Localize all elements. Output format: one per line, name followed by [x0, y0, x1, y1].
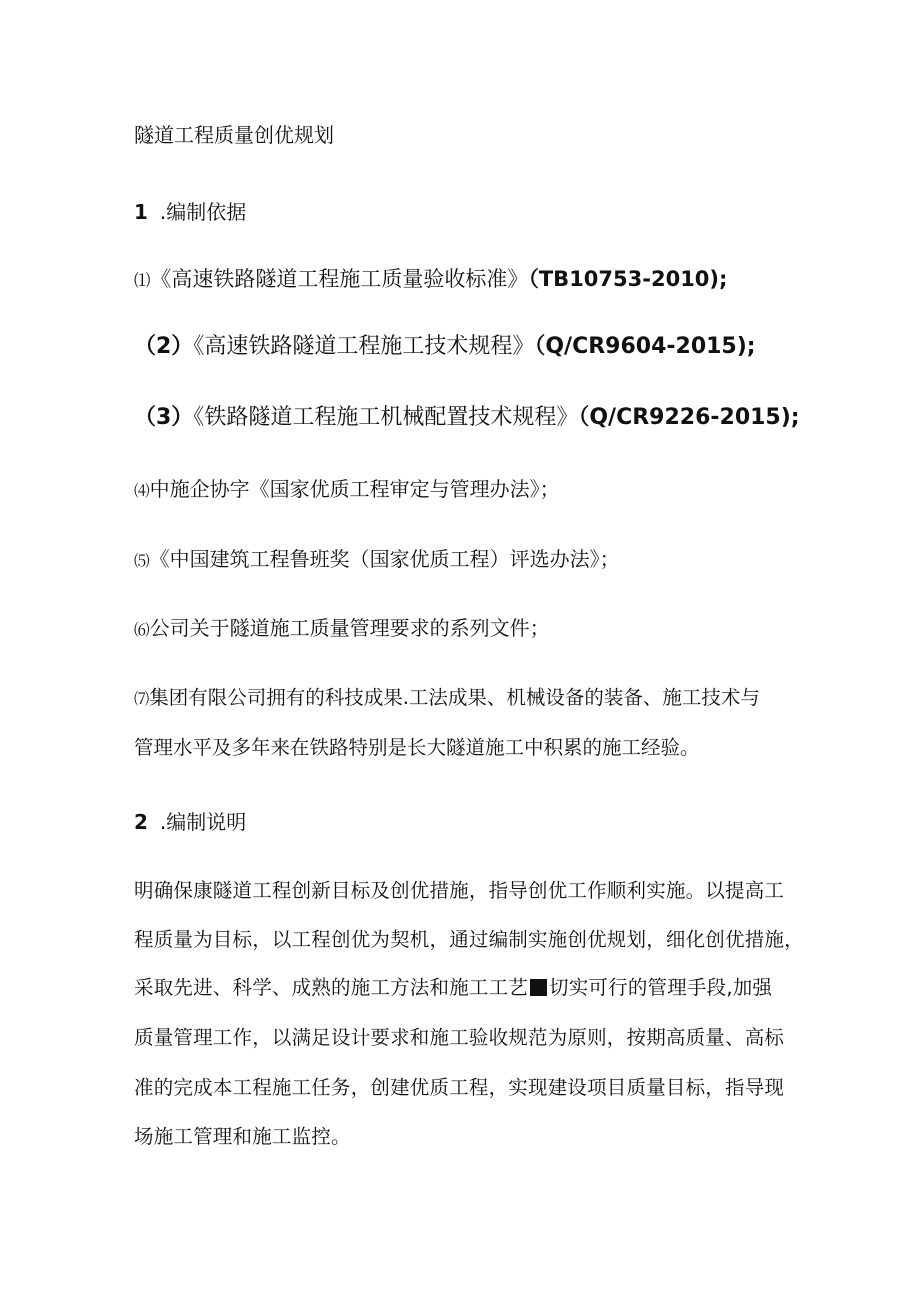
reference-item-1 [134, 265, 727, 295]
paragraph-line-3 [134, 974, 772, 1002]
reference-title: 《高速铁路隧道工程施工技术规程》 [193, 334, 535, 359]
reference-text: 中施企协字《国家优质工程审定与管理办法》； [149, 477, 560, 501]
reference-text: 公司关于隧道施工质量管理要求的系列文件； [149, 616, 550, 640]
reference-item-7-line-2: 管理水平及多年来在铁路特别是长大隧道施工中积累的施工经验。 [134, 736, 700, 759]
document-title: 隧道工程质量创优规划 [134, 123, 334, 147]
item-marker: ⑺ [134, 690, 150, 708]
reference-item-2 [134, 333, 756, 361]
reference-code: （Q/CR9604-2015); [534, 334, 756, 359]
item-marker: ⑷ [134, 482, 150, 500]
reference-item-3 [134, 404, 800, 432]
section-title: .编制说明 [159, 810, 247, 834]
paragraph-line-4: 质量管理工作，以满足设计要求和施工验收规范为原则，按期高质量、高标 [134, 1026, 785, 1049]
paragraph-text: 采取先进、科学、成熟的施工方法和施工工艺 [134, 976, 529, 999]
reference-item-7-line-1 [134, 684, 760, 713]
paragraph-text: 切实可行的管理手段,加强 [549, 976, 773, 999]
paragraph-line-2: 程质量为目标，以工程创优为契机，通过编制实施创优规划，细化创优措施， [134, 928, 804, 951]
reference-item-6 [134, 614, 550, 644]
black-square-glyph [530, 979, 547, 996]
item-marker: （3） [134, 405, 194, 430]
reference-item-5 [134, 545, 620, 575]
reference-title: 《铁路隧道工程施工机械配置技术规程》 [193, 405, 579, 430]
item-marker: （2） [134, 334, 194, 359]
reference-text: 《中国建筑工程鲁班奖（国家优质工程）评选办法》； [149, 547, 620, 571]
reference-text: 集团有限公司拥有的科技成果.工法成果、机械设备的装备、施工技术与 [149, 686, 760, 709]
section-heading-explanation [134, 808, 246, 836]
section-heading-basis [134, 198, 246, 226]
item-marker: ⑸ [134, 552, 150, 570]
reference-code: （Q/CR9226-2015); [578, 405, 800, 430]
reference-code: （TB10753-2010); [528, 267, 728, 291]
reference-item-4 [134, 475, 560, 505]
paragraph-line-1: 明确保康隧道工程创新目标及创优措施，指导创优工作顺利实施。以提高工 [134, 879, 785, 902]
section-number: 1 [134, 200, 148, 224]
section-title: .编制依据 [159, 200, 247, 224]
item-marker: ⑹ [134, 621, 150, 639]
paragraph-line-5: 准的完成本工程施工任务，创建优质工程，实现建设项目质量目标，指导现 [134, 1076, 785, 1099]
section-number: 2 [134, 810, 148, 834]
item-marker: ⑴ [134, 271, 151, 290]
reference-title: 《高速铁路隧道工程施工质量验收标准》 [150, 267, 529, 291]
paragraph-line-6: 场施工管理和施工监控。 [134, 1125, 351, 1148]
